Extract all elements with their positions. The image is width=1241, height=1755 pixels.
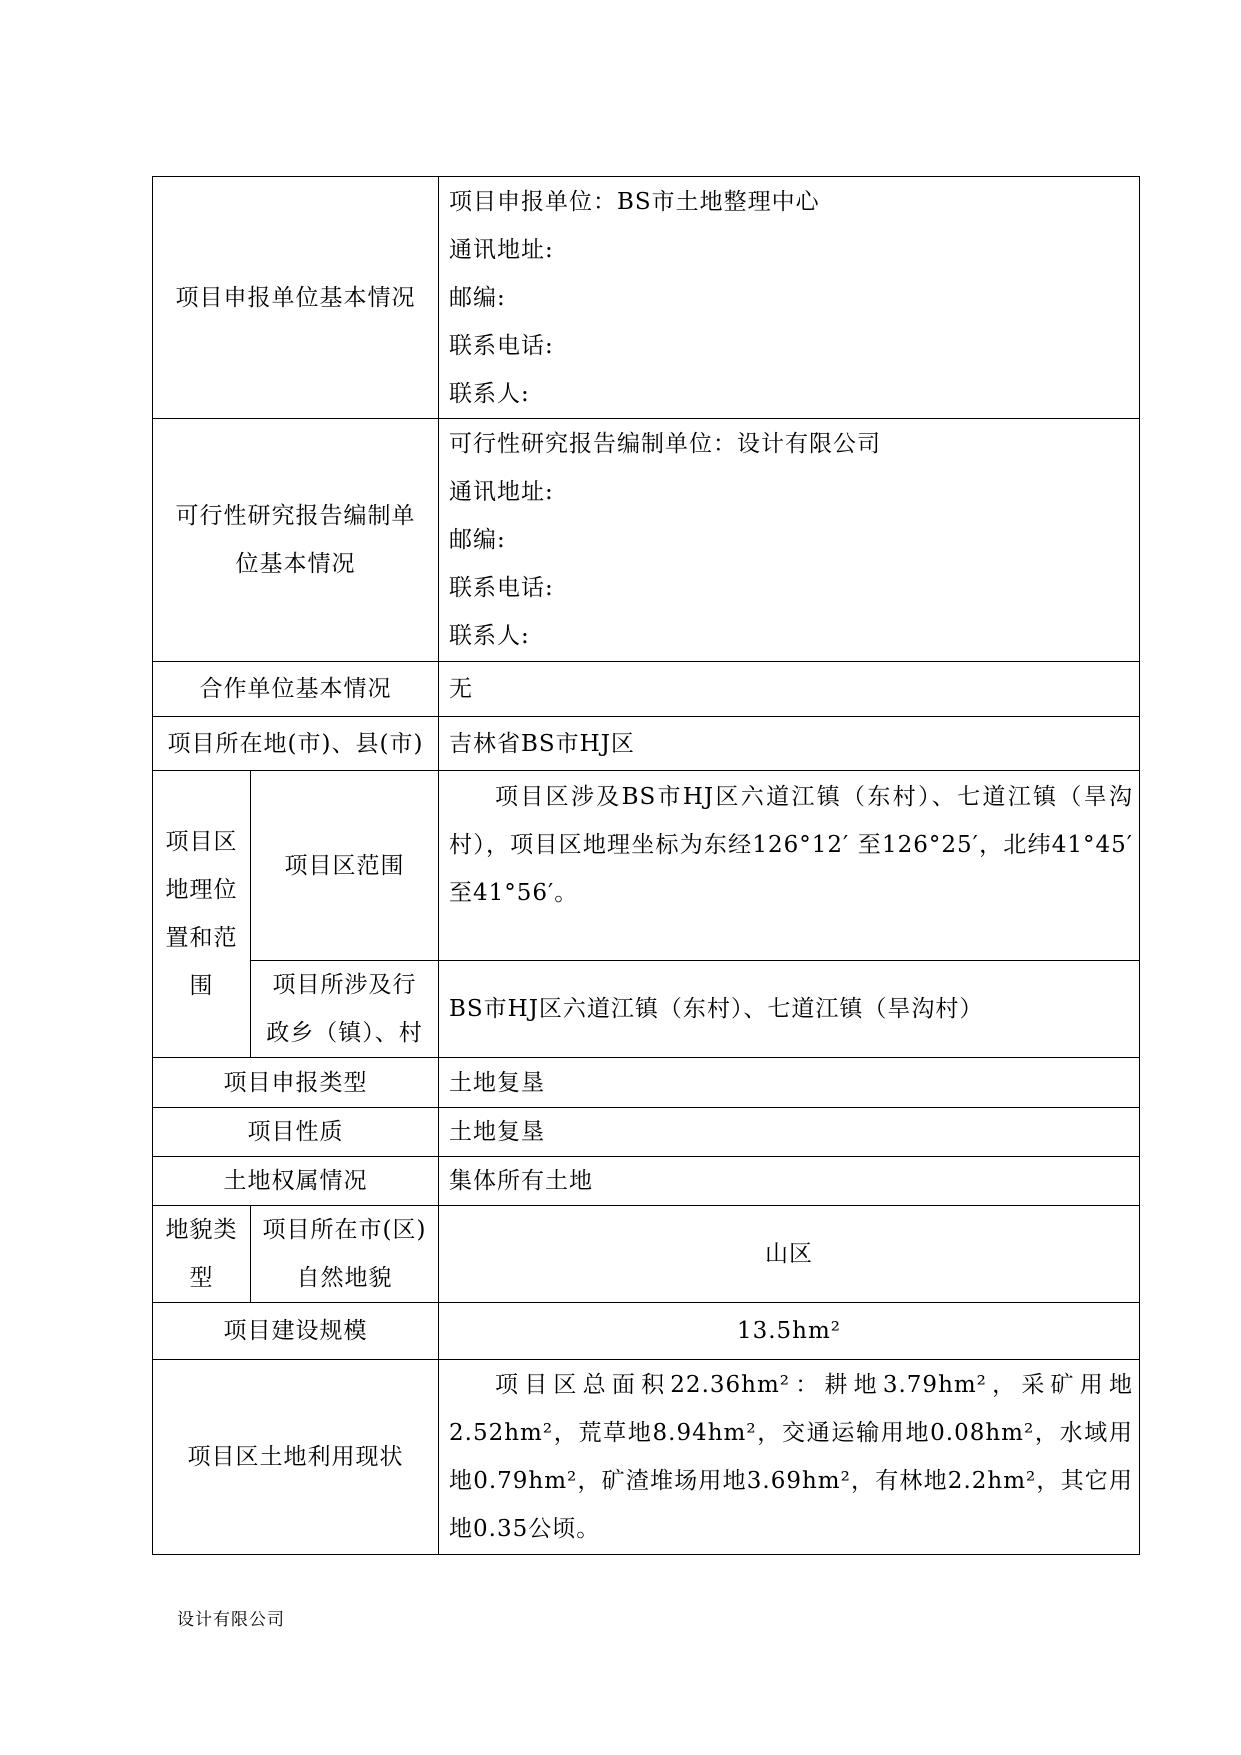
- geo-admin-label-line1: 项目所涉及行: [272, 972, 417, 998]
- row-geo-scope: [153, 771, 1140, 961]
- row-partner: [153, 662, 1140, 717]
- geo-admin-label-line2: 政乡（镇）、村: [266, 1020, 423, 1046]
- footer-company: 设计有限公司: [177, 1610, 285, 1630]
- landform-value: 山区: [439, 1206, 1140, 1303]
- feasibility-label-line2: 位基本情况: [235, 551, 356, 577]
- applicant-contact: 联系人:: [449, 380, 530, 407]
- feasibility-phone: 联系电话:: [449, 575, 554, 601]
- geo-group-label-line3: 置和范: [165, 925, 238, 951]
- location-label: 项目所在地(市)、县(市): [153, 717, 439, 771]
- row-ownership: [153, 1157, 1140, 1206]
- row-geo-admin: [153, 961, 1140, 1058]
- feasibility-contact: 联系人:: [449, 623, 530, 649]
- ownership-value: 集体所有土地: [439, 1157, 1140, 1206]
- geo-admin-value: BS市HJ区六道江镇（东村）、七道江镇（旱沟村）: [439, 961, 1140, 1058]
- landform-label-line2: 型: [189, 1265, 214, 1291]
- feasibility-address: 通讯地址:: [449, 479, 554, 505]
- row-applicant: [153, 177, 1140, 419]
- row-declare-type: [153, 1058, 1140, 1108]
- row-scale: [153, 1303, 1140, 1360]
- applicant-unit: 项目申报单位：BS市土地整理中心: [449, 188, 820, 215]
- partner-label: 合作单位基本情况: [153, 662, 439, 717]
- row-feasibility: [153, 419, 1140, 662]
- landform-sub-label-line2: 自然地貌: [296, 1265, 393, 1291]
- partner-value: 无: [439, 662, 1140, 717]
- landuse-label: 项目区土地利用现状: [153, 1360, 439, 1555]
- feasibility-label-line1: 可行性研究报告编制单: [175, 503, 416, 529]
- row-location: [153, 717, 1140, 771]
- row-landuse: [153, 1360, 1140, 1555]
- landform-sub-label: [251, 1206, 439, 1303]
- row-nature: [153, 1108, 1140, 1157]
- applicant-details: [439, 177, 1140, 419]
- geo-group-label-line4: 围: [189, 973, 214, 999]
- geo-scope-label: 项目区范围: [251, 771, 439, 961]
- landform-label: [153, 1206, 251, 1303]
- nature-value: 土地复垦: [439, 1108, 1140, 1157]
- row-landform: [153, 1206, 1140, 1303]
- applicant-address: 通讯地址:: [449, 236, 554, 263]
- geo-admin-label: [251, 961, 439, 1058]
- geo-group-label: [153, 771, 251, 1058]
- landform-label-line1: 地貌类: [165, 1217, 238, 1243]
- declare-type-value: 土地复垦: [439, 1058, 1140, 1108]
- feasibility-details: [439, 419, 1140, 662]
- landform-sub-label-line1: 项目所在市(区): [262, 1217, 427, 1243]
- ownership-label: 土地权属情况: [153, 1157, 439, 1206]
- applicant-phone: 联系电话:: [449, 332, 554, 359]
- scale-label: 项目建设规模: [153, 1303, 439, 1360]
- feasibility-unit: 可行性研究报告编制单位：设计有限公司: [449, 431, 881, 457]
- declare-type-label: 项目申报类型: [153, 1058, 439, 1108]
- applicant-postcode: 邮编:: [449, 284, 506, 311]
- geo-scope-value: 项目区涉及BS市HJ区六道江镇（东村）、七道江镇（旱沟村），项目区地理坐标为东经126°12′ 至126°25′，北纬41°45′ 至41°56′。: [439, 771, 1140, 961]
- feasibility-label: [153, 419, 439, 662]
- location-value: 吉林省BS市HJ区: [439, 717, 1140, 771]
- nature-label: 项目性质: [153, 1108, 439, 1157]
- landuse-value: 项目区总面积22.36hm²：耕地3.79hm²，采矿用地2.52hm²，荒草地8.94hm²，交通运输用地0.08hm²，水域用地0.79hm²，矿渣堆场用地3.69hm²，有林地2.2hm²，其它用地0.35公顷。: [439, 1360, 1140, 1555]
- geo-group-label-line1: 项目区: [165, 829, 238, 855]
- applicant-label: 项目申报单位基本情况: [153, 177, 439, 419]
- scale-value: 13.5hm²: [439, 1303, 1140, 1360]
- project-info-table: [152, 176, 1140, 1555]
- geo-group-label-line2: 地理位: [165, 877, 238, 903]
- feasibility-postcode: 邮编:: [449, 527, 506, 553]
